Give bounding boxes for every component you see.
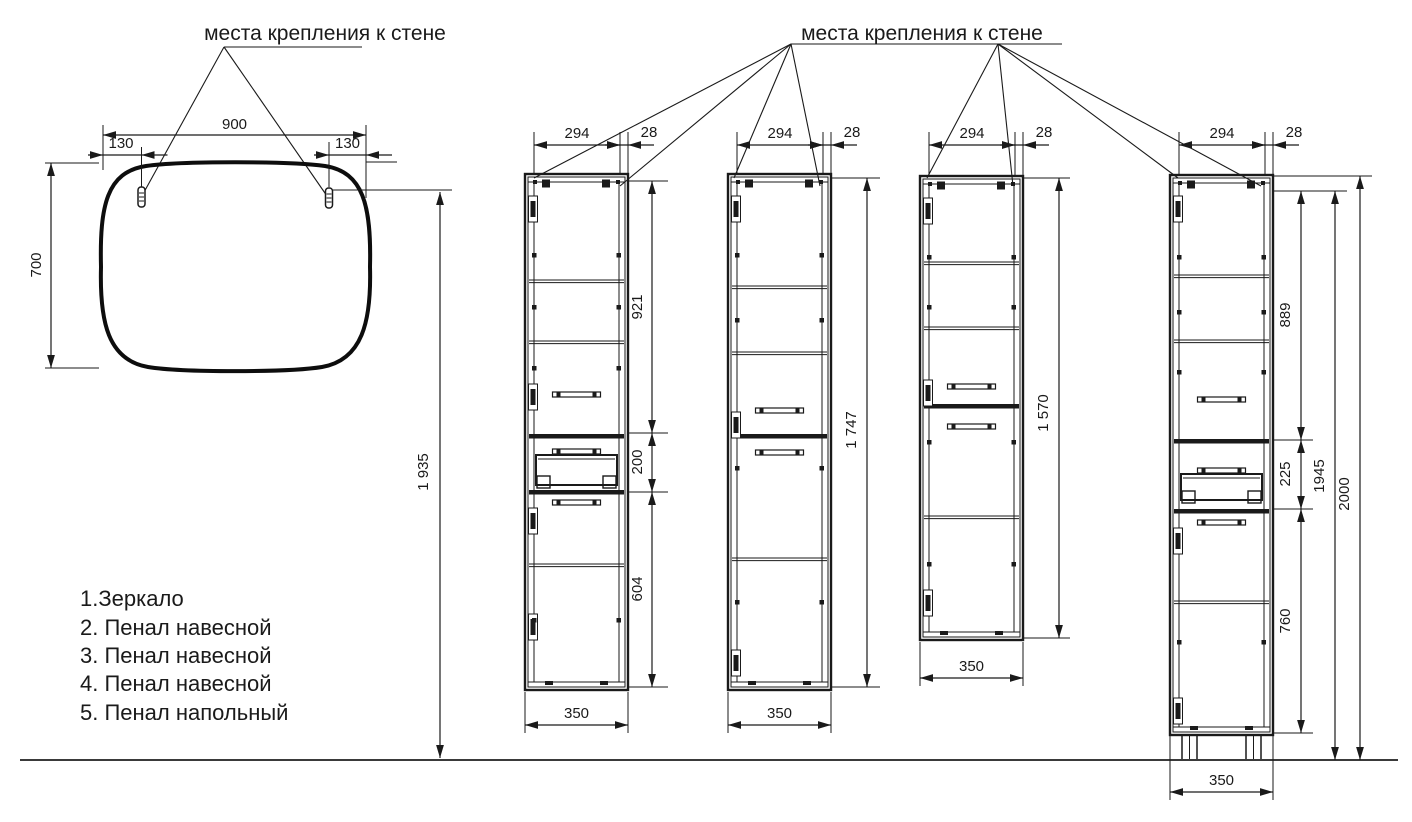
dim-cab2-lower: 604 [629,576,646,602]
leader-lines [143,22,1261,196]
dim-cab3-height: 1 747 [843,411,860,449]
cabinet-5-drawing [1170,175,1273,760]
dim-cab-door-width: 294 [564,125,590,142]
dim-cab5-mounting-height: 1945 [1311,459,1328,493]
dim-mirror-left-offset: 130 [108,135,134,152]
dim-mirror-height: 700 [28,252,45,278]
dim-cab2-drawer: 200 [629,449,646,475]
dim-cab2-upper: 921 [629,294,646,320]
dim-cab4-height: 1 570 [1035,394,1052,432]
cabinet-2-drawing [525,174,628,690]
dim-cab5-drawer: 225 [1277,461,1294,487]
wall-mount-label-left: места крепления к стене [204,22,446,45]
dim-cab-side: 28 [843,124,861,141]
dim-cab5-lower: 760 [1277,608,1294,634]
legend-item: 5. Пенал напольный [80,700,289,725]
dim-mirror-floor-height: 1 935 [415,453,432,491]
dim-cab4-width: 350 [958,658,985,675]
dim-cab5-upper: 889 [1277,302,1294,328]
legend-item: 1.Зеркало [80,586,184,611]
cabinet-3-drawing [728,174,831,690]
dim-cab5-overall-height: 2000 [1336,477,1353,511]
legend-item: 4. Пенал навесной [80,671,272,696]
dim-cab-door-width: 294 [1209,125,1235,142]
dim-cab-side: 28 [640,124,658,141]
dim-cab2-width: 350 [563,705,590,722]
wall-mount-label-right: места крепления к стене [801,22,1043,45]
dim-cab3-width: 350 [766,705,793,722]
legend-item: 3. Пенал навесной [80,643,272,668]
mirror-drawing [101,162,370,371]
legend [80,586,288,725]
dim-cab-door-width: 294 [959,125,985,142]
dim-cab-door-width: 294 [767,125,793,142]
dim-mirror-width: 900 [221,116,248,133]
cabinet-4-drawing [920,176,1023,640]
dim-cab-side: 28 [1035,124,1053,141]
dim-mirror-right-offset: 130 [334,135,361,152]
dim-cab-side: 28 [1285,124,1303,141]
dim-cab5-width: 350 [1208,772,1235,789]
legend-item: 2. Пенал навесной [80,615,272,640]
